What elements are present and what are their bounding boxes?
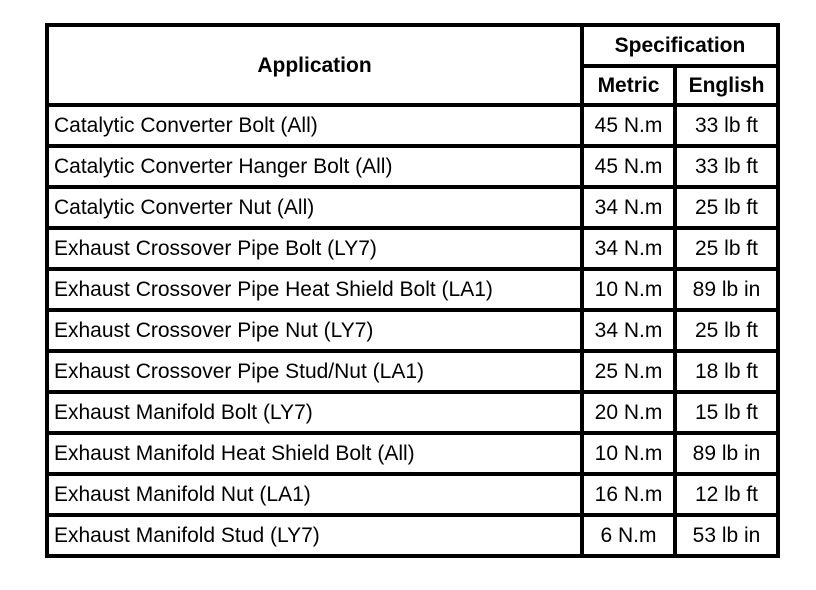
- english-header: English: [675, 66, 778, 105]
- metric-cell: 45 N.m: [582, 105, 675, 146]
- application-cell: Exhaust Manifold Nut (LA1): [47, 474, 582, 515]
- table-row: [47, 228, 778, 269]
- english-cell: 89 lb in: [675, 269, 778, 310]
- english-cell: 33 lb ft: [675, 105, 778, 146]
- metric-cell: 6 N.m: [582, 515, 675, 556]
- table-row: [47, 515, 778, 556]
- table-row: [47, 146, 778, 187]
- metric-cell: 20 N.m: [582, 392, 675, 433]
- header-row-top: [47, 25, 778, 66]
- metric-cell: 34 N.m: [582, 228, 675, 269]
- table-header: [47, 25, 778, 105]
- application-cell: Exhaust Crossover Pipe Bolt (LY7): [47, 228, 582, 269]
- table-row: [47, 392, 778, 433]
- table-row: [47, 351, 778, 392]
- application-cell: Exhaust Manifold Bolt (LY7): [47, 392, 582, 433]
- metric-cell: 16 N.m: [582, 474, 675, 515]
- table-row: [47, 474, 778, 515]
- specification-header: Specification: [582, 25, 778, 66]
- english-cell: 89 lb in: [675, 433, 778, 474]
- metric-cell: 45 N.m: [582, 146, 675, 187]
- metric-cell: 34 N.m: [582, 310, 675, 351]
- english-cell: 25 lb ft: [675, 187, 778, 228]
- application-cell: Exhaust Manifold Stud (LY7): [47, 515, 582, 556]
- english-cell: 33 lb ft: [675, 146, 778, 187]
- application-cell: Catalytic Converter Nut (All): [47, 187, 582, 228]
- table-row: [47, 433, 778, 474]
- fastener-spec-table: [45, 23, 780, 558]
- table-body: [47, 105, 778, 556]
- application-cell: Exhaust Crossover Pipe Nut (LY7): [47, 310, 582, 351]
- application-cell: Exhaust Crossover Pipe Stud/Nut (LA1): [47, 351, 582, 392]
- english-cell: 15 lb ft: [675, 392, 778, 433]
- table-row: [47, 187, 778, 228]
- metric-cell: 10 N.m: [582, 269, 675, 310]
- metric-header: Metric: [582, 66, 675, 105]
- metric-cell: 34 N.m: [582, 187, 675, 228]
- application-cell: Catalytic Converter Hanger Bolt (All): [47, 146, 582, 187]
- application-cell: Exhaust Crossover Pipe Heat Shield Bolt (LA1): [47, 269, 582, 310]
- english-cell: 53 lb in: [675, 515, 778, 556]
- metric-cell: 25 N.m: [582, 351, 675, 392]
- application-cell: Catalytic Converter Bolt (All): [47, 105, 582, 146]
- application-header: Application: [47, 25, 582, 105]
- english-cell: 18 lb ft: [675, 351, 778, 392]
- english-cell: 25 lb ft: [675, 310, 778, 351]
- english-cell: 25 lb ft: [675, 228, 778, 269]
- application-cell: Exhaust Manifold Heat Shield Bolt (All): [47, 433, 582, 474]
- table-row: [47, 310, 778, 351]
- table-row: [47, 105, 778, 146]
- table-row: [47, 269, 778, 310]
- metric-cell: 10 N.m: [582, 433, 675, 474]
- english-cell: 12 lb ft: [675, 474, 778, 515]
